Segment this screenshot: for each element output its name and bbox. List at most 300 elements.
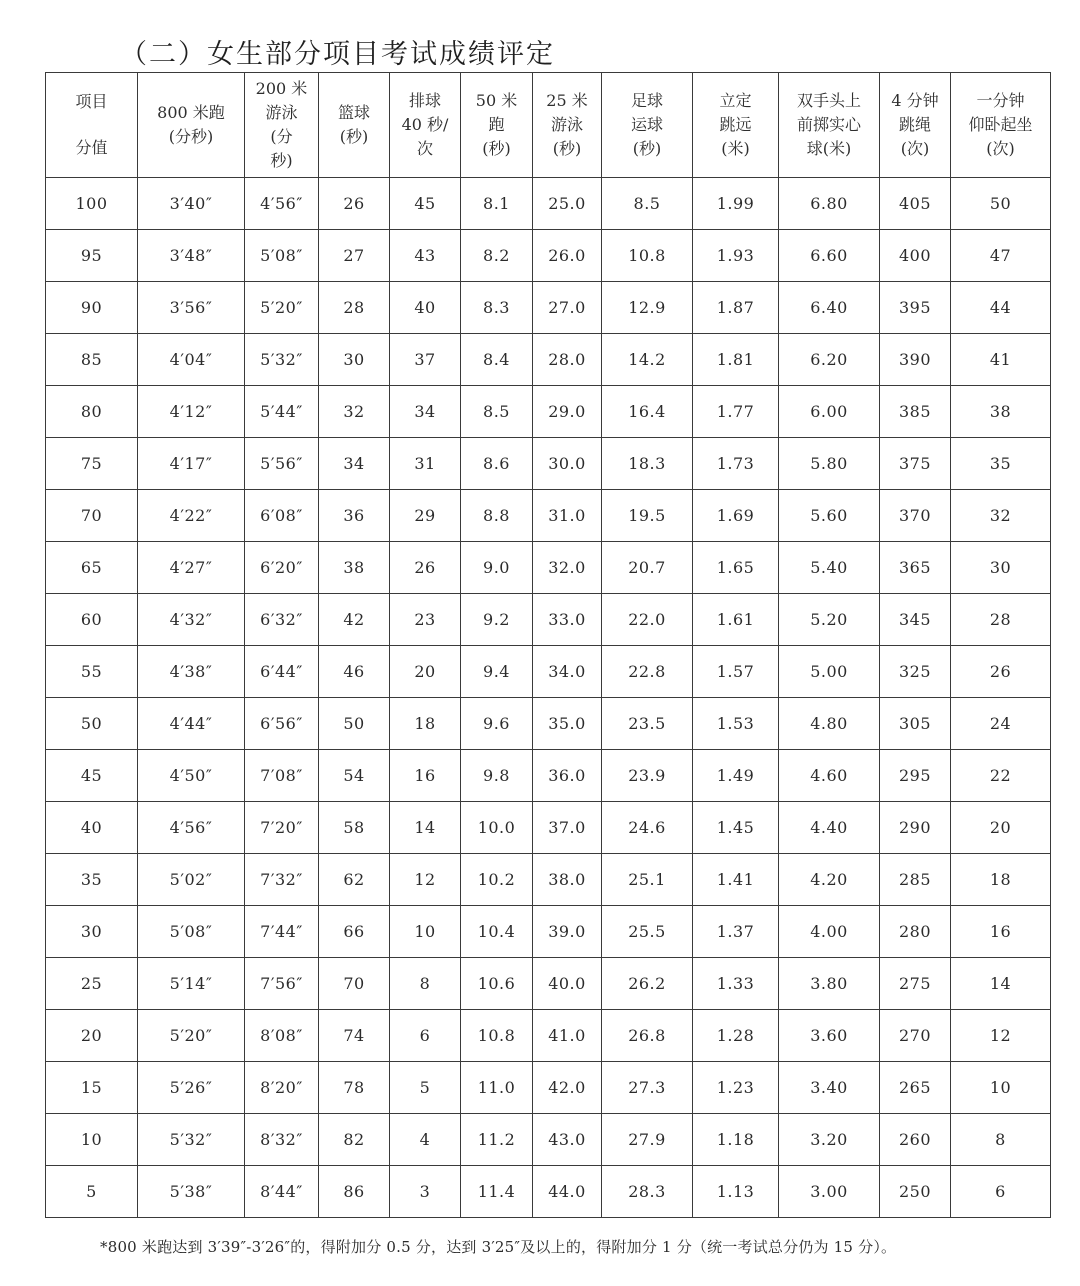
table-cell: 5′44″ (245, 386, 319, 438)
table-cell: 7′56″ (245, 958, 319, 1010)
table-cell: 25.1 (602, 854, 693, 906)
table-cell: 34 (319, 438, 390, 490)
table-cell: 5′02″ (138, 854, 245, 906)
table-cell: 70 (319, 958, 390, 1010)
table-cell: 7′20″ (245, 802, 319, 854)
table-cell: 1.69 (693, 490, 779, 542)
table-row (46, 854, 1051, 906)
table-cell: 6′44″ (245, 646, 319, 698)
table-cell: 36.0 (533, 750, 602, 802)
table-cell: 39.0 (533, 906, 602, 958)
table-cell: 6′08″ (245, 490, 319, 542)
table-cell: 40.0 (533, 958, 602, 1010)
table-cell: 23 (390, 594, 461, 646)
table-row (46, 750, 1051, 802)
table-cell: 47 (951, 230, 1051, 282)
header-line: 跳绳 (898, 115, 931, 134)
table-cell: 41 (951, 334, 1051, 386)
header-line: 双手头上 (796, 91, 861, 110)
table-cell: 14 (390, 802, 461, 854)
table-cell: 23.9 (602, 750, 693, 802)
table-cell: 6′32″ (245, 594, 319, 646)
footnote: *800 米跑达到 3′39″-3′26″的，得附加分 0.5 分，达到 3′25″及以上的，得附加分 1 分（统一考试总分仍为 15 分）。 (100, 1238, 897, 1256)
header-line: 项目 (75, 92, 108, 111)
table-cell: 27 (319, 230, 390, 282)
table-cell: 19.5 (602, 490, 693, 542)
table-row (46, 906, 1051, 958)
table-cell: 1.28 (693, 1010, 779, 1062)
table-cell: 26 (319, 178, 390, 230)
score-cell: 85 (46, 334, 138, 386)
table-cell: 36 (319, 490, 390, 542)
table-row (46, 698, 1051, 750)
table-row (46, 958, 1051, 1010)
table-cell: 1.65 (693, 542, 779, 594)
table-cell: 27.9 (602, 1114, 693, 1166)
table-cell: 280 (880, 906, 951, 958)
header-line: 秒) (270, 151, 293, 170)
header-line: (分 (270, 127, 293, 146)
table-cell: 10.6 (461, 958, 533, 1010)
score-table (45, 72, 1051, 1218)
table-cell: 25.0 (533, 178, 602, 230)
column-header (319, 73, 390, 178)
score-cell: 90 (46, 282, 138, 334)
table-cell: 16 (390, 750, 461, 802)
column-header (880, 73, 951, 178)
table-cell: 35.0 (533, 698, 602, 750)
table-cell: 10.4 (461, 906, 533, 958)
table-cell: 1.57 (693, 646, 779, 698)
header-line: 800 米跑 (157, 103, 225, 122)
score-cell: 55 (46, 646, 138, 698)
table-cell: 27.0 (533, 282, 602, 334)
table-cell: 37.0 (533, 802, 602, 854)
score-cell: 95 (46, 230, 138, 282)
table-cell: 28 (951, 594, 1051, 646)
table-cell: 4′44″ (138, 698, 245, 750)
header-line: 分值 (75, 138, 108, 157)
table-cell: 3.40 (779, 1062, 880, 1114)
table-cell: 16 (951, 906, 1051, 958)
table-cell: 20.7 (602, 542, 693, 594)
table-cell: 7′44″ (245, 906, 319, 958)
column-header (693, 73, 779, 178)
table-cell: 4′56″ (245, 178, 319, 230)
table-cell: 5′32″ (245, 334, 319, 386)
table-cell: 1.37 (693, 906, 779, 958)
table-cell: 295 (880, 750, 951, 802)
header-line: (米) (721, 139, 750, 158)
table-cell: 44 (951, 282, 1051, 334)
table-cell: 14.2 (602, 334, 693, 386)
table-cell: 20 (390, 646, 461, 698)
table-cell: 8.2 (461, 230, 533, 282)
table-cell: 28 (319, 282, 390, 334)
score-cell: 60 (46, 594, 138, 646)
table-cell: 10.8 (461, 1010, 533, 1062)
table-cell: 1.49 (693, 750, 779, 802)
table-cell: 400 (880, 230, 951, 282)
table-cell: 8.1 (461, 178, 533, 230)
table-cell: 22 (951, 750, 1051, 802)
header-line: 一分钟 (976, 91, 1025, 110)
table-cell: 8.5 (461, 386, 533, 438)
table-cell: 10.2 (461, 854, 533, 906)
table-cell: 390 (880, 334, 951, 386)
table-cell: 1.87 (693, 282, 779, 334)
table-cell: 54 (319, 750, 390, 802)
table-cell: 42 (319, 594, 390, 646)
score-cell: 75 (46, 438, 138, 490)
table-cell: 4′27″ (138, 542, 245, 594)
table-cell: 305 (880, 698, 951, 750)
table-cell: 5′08″ (138, 906, 245, 958)
table-cell: 12 (390, 854, 461, 906)
table-cell: 3.80 (779, 958, 880, 1010)
table-cell: 4′50″ (138, 750, 245, 802)
table-cell: 6′20″ (245, 542, 319, 594)
table-cell: 4′04″ (138, 334, 245, 386)
table-cell: 405 (880, 178, 951, 230)
header-line: (秒) (482, 139, 511, 158)
table-cell: 5′20″ (138, 1010, 245, 1062)
table-cell: 7′32″ (245, 854, 319, 906)
table-cell: 8.8 (461, 490, 533, 542)
table-cell: 30.0 (533, 438, 602, 490)
header-line: (次) (986, 139, 1015, 158)
header-line: 50 米 (475, 91, 518, 110)
table-cell: 22.8 (602, 646, 693, 698)
table-cell: 4′17″ (138, 438, 245, 490)
table-cell: 8′08″ (245, 1010, 319, 1062)
table-cell: 8.4 (461, 334, 533, 386)
table-cell: 1.53 (693, 698, 779, 750)
table-cell: 24 (951, 698, 1051, 750)
table-cell: 5′26″ (138, 1062, 245, 1114)
table-cell: 62 (319, 854, 390, 906)
table-cell: 58 (319, 802, 390, 854)
score-cell: 30 (46, 906, 138, 958)
table-cell: 270 (880, 1010, 951, 1062)
column-header (138, 73, 245, 178)
score-cell: 15 (46, 1062, 138, 1114)
table-row (46, 178, 1051, 230)
table-row (46, 282, 1051, 334)
header-line: 跑 (488, 115, 505, 134)
table-cell: 5.20 (779, 594, 880, 646)
table-cell: 45 (390, 178, 461, 230)
table-row (46, 1166, 1051, 1218)
table-cell: 5′14″ (138, 958, 245, 1010)
table-row (46, 230, 1051, 282)
table-cell: 50 (319, 698, 390, 750)
table-cell: 5′38″ (138, 1166, 245, 1218)
table-cell: 9.8 (461, 750, 533, 802)
table-cell: 26.0 (533, 230, 602, 282)
table-cell: 6.20 (779, 334, 880, 386)
table-cell: 4′56″ (138, 802, 245, 854)
header-line: 跳远 (719, 115, 752, 134)
header-line: (秒) (339, 127, 369, 146)
table-cell: 10 (951, 1062, 1051, 1114)
header-line: 排球 (408, 91, 441, 110)
table-cell: 4′22″ (138, 490, 245, 542)
table-cell: 3 (390, 1166, 461, 1218)
table-cell: 9.0 (461, 542, 533, 594)
table-cell: 30 (319, 334, 390, 386)
header-line: (次) (900, 139, 930, 158)
score-cell: 45 (46, 750, 138, 802)
table-cell: 375 (880, 438, 951, 490)
header-line: 4 分钟 (891, 91, 939, 110)
header-line: 仰卧起坐 (968, 115, 1033, 134)
table-cell: 6.00 (779, 386, 880, 438)
table-row (46, 438, 1051, 490)
table-cell: 22.0 (602, 594, 693, 646)
score-cell: 40 (46, 802, 138, 854)
table-cell: 33.0 (533, 594, 602, 646)
table-cell: 23.5 (602, 698, 693, 750)
table-cell: 1.41 (693, 854, 779, 906)
table-cell: 27.3 (602, 1062, 693, 1114)
table-cell: 325 (880, 646, 951, 698)
score-cell: 20 (46, 1010, 138, 1062)
table-cell: 4′38″ (138, 646, 245, 698)
table-cell: 32 (319, 386, 390, 438)
table-cell: 86 (319, 1166, 390, 1218)
table-cell: 11.2 (461, 1114, 533, 1166)
table-cell: 50 (951, 178, 1051, 230)
table-cell: 9.4 (461, 646, 533, 698)
header-line: 游泳 (550, 115, 583, 134)
table-cell: 16.4 (602, 386, 693, 438)
table-cell: 370 (880, 490, 951, 542)
table-row (46, 386, 1051, 438)
header-line: 立定 (719, 91, 752, 110)
table-cell: 28.3 (602, 1166, 693, 1218)
table-cell: 4.20 (779, 854, 880, 906)
header-line: (秒) (552, 139, 582, 158)
score-cell: 10 (46, 1114, 138, 1166)
table-cell: 5.00 (779, 646, 880, 698)
score-cell: 80 (46, 386, 138, 438)
table-cell: 1.73 (693, 438, 779, 490)
table-cell: 37 (390, 334, 461, 386)
table-cell: 11.0 (461, 1062, 533, 1114)
table-cell: 365 (880, 542, 951, 594)
table-cell: 3.00 (779, 1166, 880, 1218)
table-cell: 5′08″ (245, 230, 319, 282)
table-cell: 5′32″ (138, 1114, 245, 1166)
table-cell: 8 (951, 1114, 1051, 1166)
header-row (46, 73, 1051, 178)
header-line: 游泳 (265, 103, 298, 122)
table-row (46, 542, 1051, 594)
table-body (46, 178, 1051, 1218)
table-cell: 4′32″ (138, 594, 245, 646)
score-cell: 65 (46, 542, 138, 594)
table-cell: 285 (880, 854, 951, 906)
table-cell: 43 (390, 230, 461, 282)
table-cell: 8′44″ (245, 1166, 319, 1218)
table-row (46, 594, 1051, 646)
table-cell: 5.80 (779, 438, 880, 490)
table-cell: 290 (880, 802, 951, 854)
table-cell: 5.40 (779, 542, 880, 594)
table-cell: 32.0 (533, 542, 602, 594)
table-cell: 1.33 (693, 958, 779, 1010)
table-cell: 9.2 (461, 594, 533, 646)
table-cell: 12.9 (602, 282, 693, 334)
header-line: 40 秒/ (401, 115, 449, 134)
table-cell: 395 (880, 282, 951, 334)
score-cell: 25 (46, 958, 138, 1010)
table-cell: 43.0 (533, 1114, 602, 1166)
table-cell: 10.0 (461, 802, 533, 854)
table-cell: 260 (880, 1114, 951, 1166)
table-cell: 40 (390, 282, 461, 334)
header-line: 200 米 (255, 79, 308, 98)
table-cell: 1.61 (693, 594, 779, 646)
column-header (602, 73, 693, 178)
table-cell: 31.0 (533, 490, 602, 542)
score-cell: 5 (46, 1166, 138, 1218)
table-cell: 18 (390, 698, 461, 750)
table-cell: 4.00 (779, 906, 880, 958)
table-cell: 34.0 (533, 646, 602, 698)
table-cell: 42.0 (533, 1062, 602, 1114)
table-cell: 26.8 (602, 1010, 693, 1062)
table-cell: 41.0 (533, 1010, 602, 1062)
table-cell: 38 (319, 542, 390, 594)
table-cell: 26.2 (602, 958, 693, 1010)
header-line: 次 (416, 139, 433, 158)
table-cell: 20 (951, 802, 1051, 854)
table-cell: 3′48″ (138, 230, 245, 282)
table-cell: 35 (951, 438, 1051, 490)
table-cell: 18.3 (602, 438, 693, 490)
header-line: (分秒) (168, 127, 214, 146)
table-cell: 1.93 (693, 230, 779, 282)
column-header (779, 73, 880, 178)
table-cell: 8 (390, 958, 461, 1010)
table-cell: 3.60 (779, 1010, 880, 1062)
header-line: 球(米) (806, 139, 852, 158)
table-cell: 345 (880, 594, 951, 646)
table-cell: 38 (951, 386, 1051, 438)
table-cell: 34 (390, 386, 461, 438)
table-cell: 6.80 (779, 178, 880, 230)
table-cell: 8.5 (602, 178, 693, 230)
table-cell: 4.40 (779, 802, 880, 854)
table-cell: 18 (951, 854, 1051, 906)
header-line: 前掷实心 (796, 115, 861, 134)
table-row (46, 334, 1051, 386)
table-cell: 4 (390, 1114, 461, 1166)
table-cell: 6 (951, 1166, 1051, 1218)
table-row (46, 646, 1051, 698)
table-cell: 31 (390, 438, 461, 490)
table-cell: 6.60 (779, 230, 880, 282)
table-cell: 7′08″ (245, 750, 319, 802)
table-cell: 82 (319, 1114, 390, 1166)
table-cell: 5 (390, 1062, 461, 1114)
page-title: （二）女生部分项目考试成绩评定 (120, 39, 555, 70)
table-cell: 30 (951, 542, 1051, 594)
table-cell: 5′56″ (245, 438, 319, 490)
table-cell: 250 (880, 1166, 951, 1218)
table-cell: 8.3 (461, 282, 533, 334)
table-cell: 1.99 (693, 178, 779, 230)
table-cell: 8.6 (461, 438, 533, 490)
table-cell: 4′12″ (138, 386, 245, 438)
column-header (245, 73, 319, 178)
table-cell: 1.18 (693, 1114, 779, 1166)
column-header (461, 73, 533, 178)
table-row (46, 1062, 1051, 1114)
table-cell: 1.81 (693, 334, 779, 386)
column-header (390, 73, 461, 178)
table-cell: 1.23 (693, 1062, 779, 1114)
table-cell: 29 (390, 490, 461, 542)
table-cell: 25.5 (602, 906, 693, 958)
table-row (46, 1114, 1051, 1166)
table-cell: 8′32″ (245, 1114, 319, 1166)
table-cell: 3.20 (779, 1114, 880, 1166)
header-line: 运球 (630, 115, 663, 134)
table-cell: 12 (951, 1010, 1051, 1062)
table-cell: 24.6 (602, 802, 693, 854)
table-cell: 14 (951, 958, 1051, 1010)
table-cell: 8′20″ (245, 1062, 319, 1114)
table-cell: 1.45 (693, 802, 779, 854)
score-cell: 50 (46, 698, 138, 750)
table-cell: 5′20″ (245, 282, 319, 334)
score-cell: 100 (46, 178, 138, 230)
table-cell: 10.8 (602, 230, 693, 282)
header-line: 足球 (630, 91, 663, 110)
score-cell: 35 (46, 854, 138, 906)
table-cell: 265 (880, 1062, 951, 1114)
table-cell: 78 (319, 1062, 390, 1114)
table-cell: 6′56″ (245, 698, 319, 750)
table-cell: 26 (951, 646, 1051, 698)
table-cell: 46 (319, 646, 390, 698)
column-header (533, 73, 602, 178)
table-cell: 26 (390, 542, 461, 594)
table-row (46, 490, 1051, 542)
table-cell: 11.4 (461, 1166, 533, 1218)
table-cell: 28.0 (533, 334, 602, 386)
table-cell: 3′40″ (138, 178, 245, 230)
table-cell: 3′56″ (138, 282, 245, 334)
corner-header (46, 73, 138, 178)
table-cell: 385 (880, 386, 951, 438)
table-cell: 4.60 (779, 750, 880, 802)
score-cell: 70 (46, 490, 138, 542)
table-cell: 29.0 (533, 386, 602, 438)
table-row (46, 802, 1051, 854)
table-cell: 9.6 (461, 698, 533, 750)
table-cell: 38.0 (533, 854, 602, 906)
table-cell: 66 (319, 906, 390, 958)
table-cell: 44.0 (533, 1166, 602, 1218)
table-cell: 74 (319, 1010, 390, 1062)
table-cell: 32 (951, 490, 1051, 542)
header-line: (秒) (632, 139, 662, 158)
table-cell: 1.13 (693, 1166, 779, 1218)
